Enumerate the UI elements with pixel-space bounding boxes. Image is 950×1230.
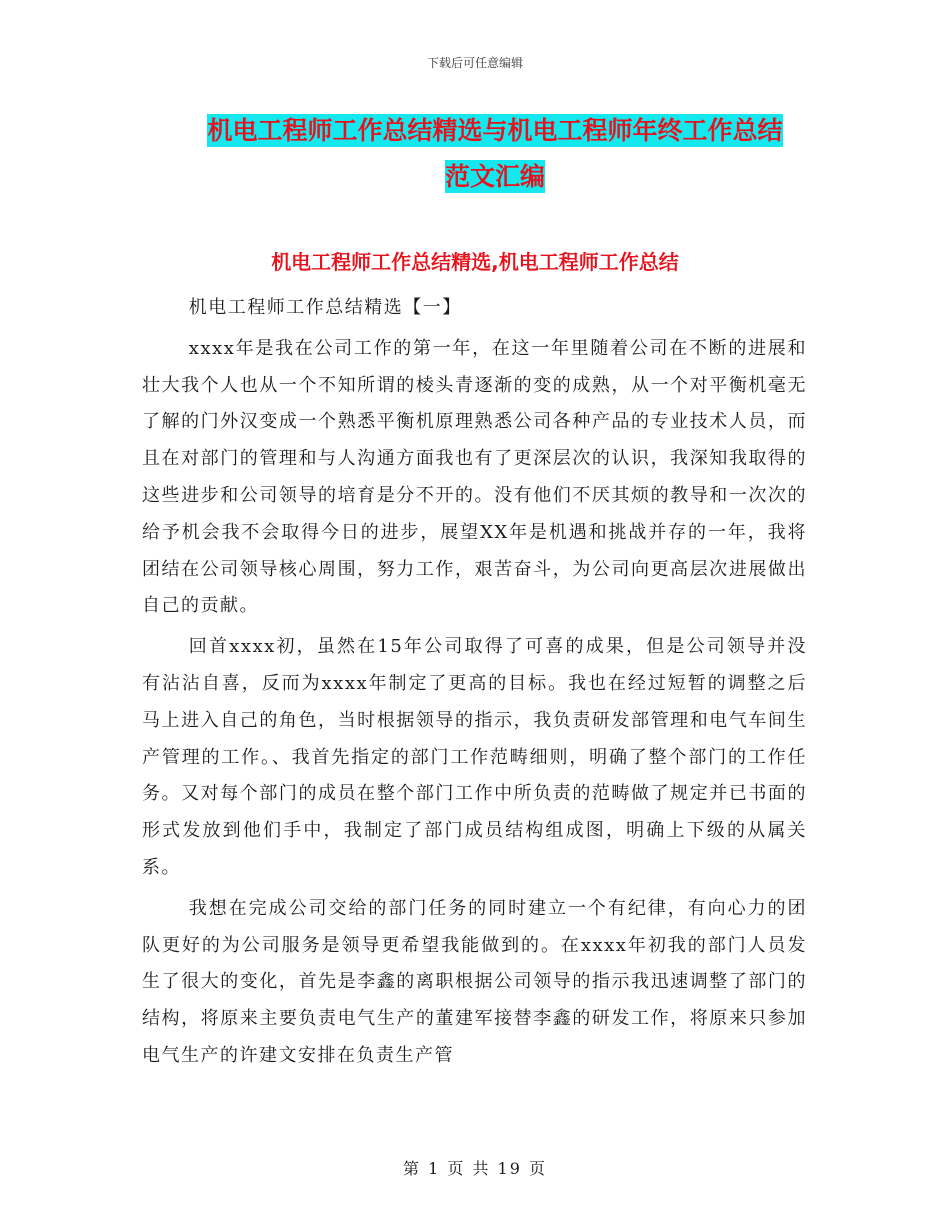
- document-title: [140, 108, 850, 200]
- page-footer: 第 1 页 共 19 页: [403, 1159, 547, 1178]
- header-note: 下载后可任意编辑: [426, 56, 523, 70]
- paragraph: 回首xxxx初，虽然在15年公司取得了可喜的成果，但是公司领导并没有沾沾自喜，反而为xxxx年制定了更高的目标。我也在经过短暂的调整之后马上进入自己的角色，当时根据领导的指示，我负责研发部管理和电气车间生产管理的工作。、我首先指定的部门工作范畴细则，明确了整个部门的工作任务。又对每个部门的成员在整个部门工作中所负责的范畴做了规定并已书面的形式发放到他们手中，我制定了部门成员结构组成图，明确上下级的从属关系。: [142, 636, 807, 878]
- paragraph: xxxx年是我在公司工作的第一年，在这一年里随着公司在不断的进展和壮大我个人也从一个不知所谓的棱头青逐渐的变的成熟，从一个对平衡机毫无了解的门外汉变成一个熟悉平衡机原理熟悉公司各种产品的专业技术人员，而且在对部门的管理和与人沟通方面我也有了更深层次的认识，我深知我取得的这些进步和公司领导的培育是分不开的。没有他们不厌其烦的教导和一次次的给予机会我不会取得今日的进步，展望XX年是机遇和挑战并存的一年，我将团结在公司领导核心周围，努力工作，艰苦奋斗，为公司向更高层次进展做出自己的贡献。: [142, 337, 807, 617]
- paragraph: 我想在完成公司交给的部门任务的同时建立一个有纪律，有向心力的团队更好的为公司服务是领导更希望我能做到的。在xxxx年初我的部门人员发生了很大的变化，首先是李鑫的离职根据公司领导的指示我迅速调整了部门的结构，将原来主要负责电气生产的董建军接替李鑫的研发工作，将原来只参加电气生产的许建文安排在负责生产管: [142, 897, 807, 1066]
- paragraph-heading: 机电工程师工作总结精选【一】: [188, 297, 462, 318]
- document-title-line1: 机电工程师工作总结精选与机电工程师年终工作总结: [207, 116, 783, 145]
- section-title: 机电工程师工作总结精选,机电工程师工作总结: [271, 250, 679, 274]
- body-text: [142, 290, 807, 1079]
- document-title-line2: 范文汇编: [444, 162, 545, 191]
